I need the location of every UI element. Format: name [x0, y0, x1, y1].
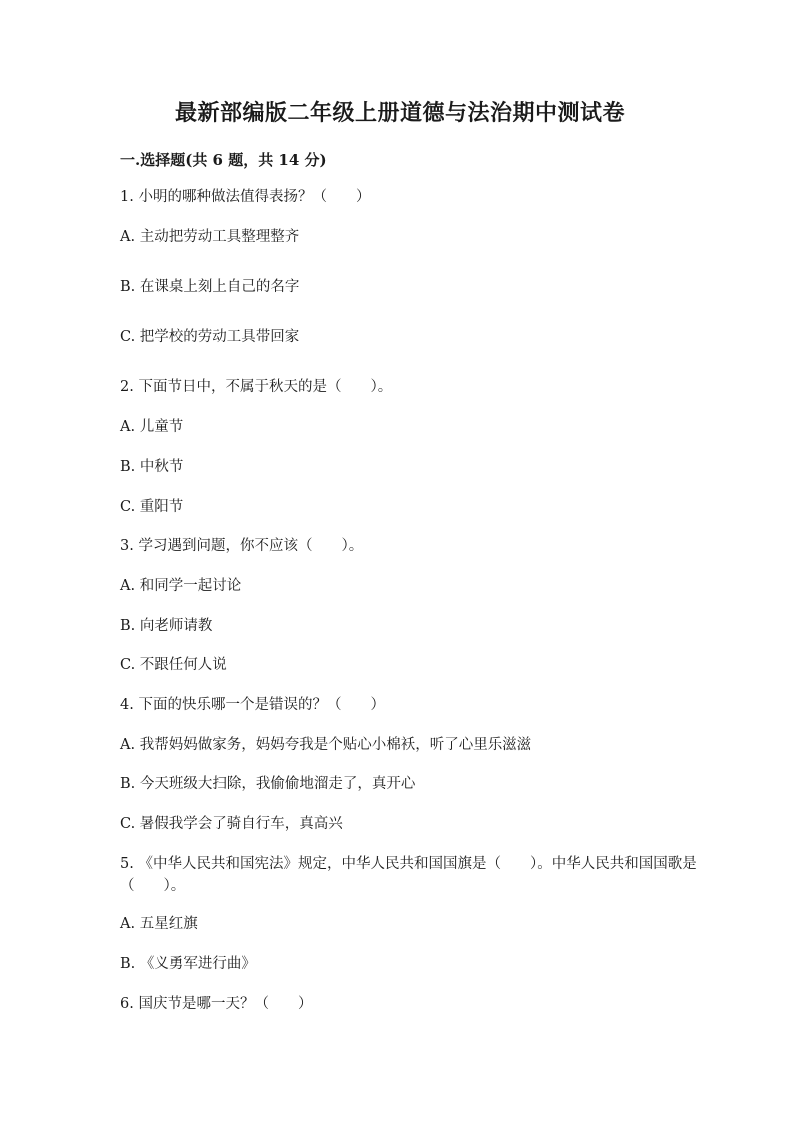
question-option: A. 儿童节 [120, 419, 184, 435]
page-title: 最新部编版二年级上册道德与法治期中测试卷 [174, 100, 625, 126]
question-stem: 2. 下面节日中，不属于秋天的是（ ）。 [120, 379, 393, 395]
question-option: A. 我帮妈妈做家务，妈妈夸我是个贴心小棉袄，听了心里乐滋滋 [120, 737, 532, 753]
question-option: C. 不跟任何人说 [120, 657, 227, 673]
question-option: C. 重阳节 [120, 499, 184, 515]
question-stem: 6. 国庆节是哪一天？（ ） [120, 996, 313, 1012]
question-stem: 1. 小明的哪种做法值得表扬？（ ） [120, 189, 371, 205]
question-stem: 5. 《中华人民共和国宪法》规定，中华人民共和国国旗是（ ）。中华人民共和国国歌是（ ）。 [120, 856, 697, 894]
question-stem: 3. 学习遇到问题，你不应该（ ）。 [120, 538, 364, 554]
question-option: B. 中秋节 [120, 459, 184, 475]
question-option: C. 暑假我学会了骑自行车，真高兴 [120, 816, 343, 832]
question-stem: 4. 下面的快乐哪一个是错误的？（ ） [120, 697, 385, 713]
question-option: A. 和同学一起讨论 [120, 578, 242, 594]
question-option: B. 今天班级大扫除，我偷偷地溜走了，真开心 [120, 776, 416, 792]
question-option: A. 主动把劳动工具整理整齐 [120, 229, 300, 245]
section-heading: 一.选择题(共 6 题，共 14 分) [120, 151, 327, 169]
question-option: B. 《义勇军进行曲》 [120, 956, 256, 972]
question-option: B. 向老师请教 [120, 618, 213, 634]
question-option: A. 五星红旗 [120, 916, 198, 932]
question-option: C. 把学校的劳动工具带回家 [120, 329, 300, 345]
question-option: B. 在课桌上刻上自己的名字 [120, 279, 300, 295]
